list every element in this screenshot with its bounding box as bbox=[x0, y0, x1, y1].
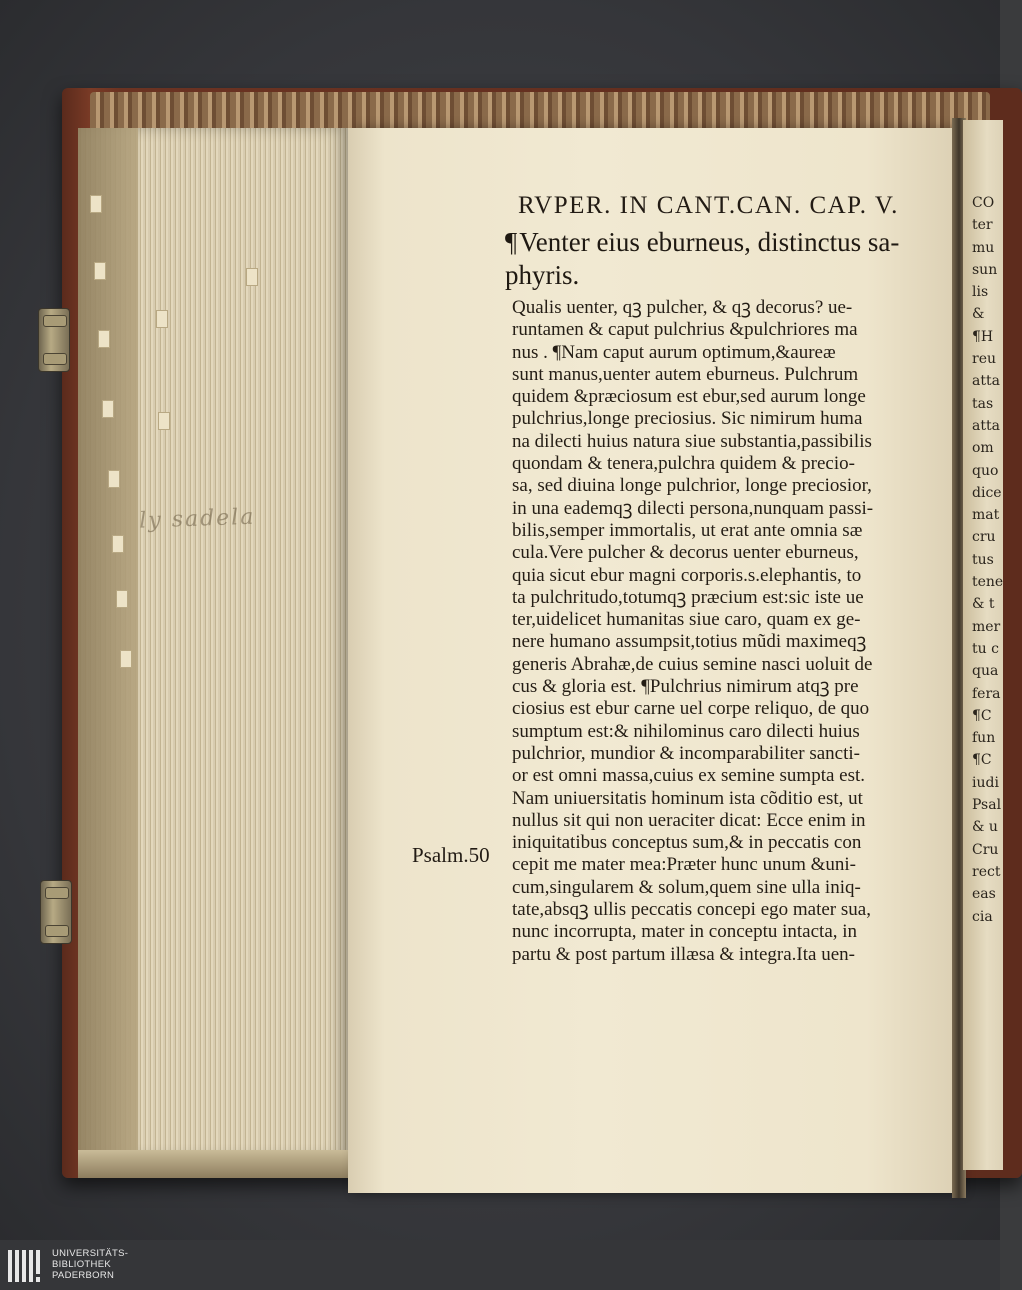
facing-page-line: fun bbox=[972, 730, 996, 747]
text-line: nus . ¶Nam caput aurum optimum,&aureæ bbox=[512, 341, 836, 363]
logo-line: PADERBORN bbox=[52, 1270, 115, 1281]
page-tab bbox=[112, 535, 124, 553]
facing-page-line: qua bbox=[972, 663, 999, 680]
facing-page-line: Cru bbox=[972, 841, 999, 858]
page-tab bbox=[94, 262, 106, 280]
facing-page-line: eas bbox=[972, 886, 996, 903]
page-tab bbox=[120, 650, 132, 668]
facing-page-line: Psal bbox=[972, 797, 1002, 814]
facing-page-line: fera bbox=[972, 685, 1001, 702]
text-line: cepit me mater mea:Præter hunc unum &uni- bbox=[512, 854, 857, 876]
text-line: ta pulchritudo,totumqꝫ præcium est:sic iste ue bbox=[512, 586, 864, 608]
text-line: nunc incorrupta, mater in conceptu intacta, in bbox=[512, 921, 858, 943]
facing-page-line: lis bbox=[972, 284, 989, 301]
facing-page-line: dice bbox=[972, 484, 1002, 501]
text-line: Nam uniuersitatis hominum ista cõditio est, ut bbox=[512, 787, 863, 809]
text-line: nullus sit qui non ueraciter dicat: Ecce enim in bbox=[512, 809, 866, 831]
text-line: pulchrius,longe preciosius. Sic nimirum huma bbox=[512, 408, 863, 430]
facing-page-line: ¶H bbox=[972, 328, 994, 345]
facing-page-line: tus bbox=[972, 551, 994, 568]
text-line: in una eademqꝫ dilecti persona,nunquam passi- bbox=[512, 497, 874, 519]
facing-page-line: rect bbox=[972, 863, 1001, 880]
page-tab bbox=[108, 470, 120, 488]
text-line: sa, sed diuina longe pulchrior, longe preciosior, bbox=[512, 475, 872, 497]
running-head: RVPER. IN CANT.CAN. CAP. V. bbox=[518, 192, 899, 219]
facing-page-line: cru bbox=[972, 529, 996, 546]
text-line: quidem &præciosum est ebur,sed aurum longe bbox=[512, 386, 866, 408]
facing-page-line: ¶C bbox=[972, 707, 992, 724]
logo-line: UNIVERSITÄTS- bbox=[52, 1248, 129, 1259]
text-line: pulchrior, mundior & incomparabiliter sancti- bbox=[512, 742, 861, 764]
library-logo-icon bbox=[8, 1248, 44, 1284]
text-line: generis Abrahæ,de cuius semine nasci uoluit de bbox=[512, 653, 873, 675]
facing-page-line: & bbox=[972, 306, 985, 323]
heading-line-1: Venter eius eburneus, distinctus sa- bbox=[519, 227, 900, 257]
page-block-bottom bbox=[78, 1150, 353, 1178]
page-tab bbox=[158, 412, 170, 430]
facing-page-line: reu bbox=[972, 351, 996, 368]
text-line: bilis,semper immortalis, ut erat ante omnia sæ bbox=[512, 519, 863, 541]
page-tab bbox=[90, 195, 102, 213]
text-line: sunt manus,uenter autem eburneus. Pulchrum bbox=[512, 363, 859, 385]
text-line: tate,absqꝫ ullis peccatis concepi ego mater sua, bbox=[512, 899, 871, 921]
body-text bbox=[512, 297, 952, 966]
section-heading bbox=[505, 226, 945, 292]
page-tab bbox=[246, 268, 258, 286]
facing-page-line: iudi bbox=[972, 774, 999, 791]
facing-page-line: quo bbox=[972, 462, 999, 479]
text-line: runtamen & caput pulchrius &pulchriores ma bbox=[512, 319, 858, 341]
text-line: Qualis uenter, qꝫ pulcher, & qꝫ decorus? ue- bbox=[512, 297, 853, 318]
clasp-bottom bbox=[40, 880, 72, 944]
text-line: quondam & tenera,pulchra quidem & precio- bbox=[512, 453, 855, 475]
footer-bar bbox=[0, 1240, 1000, 1290]
facing-page-line: atta bbox=[972, 417, 1000, 434]
facing-page-line: sun bbox=[972, 261, 998, 278]
text-line: quia sicut ebur magni corporis.s.elephantis, to bbox=[512, 564, 862, 586]
pilcrow-icon: ¶ bbox=[505, 227, 518, 257]
heading-line-2: phyris. bbox=[505, 260, 580, 290]
edge-inscription: ly sadela bbox=[138, 504, 256, 534]
facing-page-line: tene bbox=[972, 574, 1004, 591]
text-line: cula.Vere pulcher & decorus uenter eburneus, bbox=[512, 542, 859, 564]
page-tab bbox=[98, 330, 110, 348]
text-line: or est omni massa,cuius ex semine sumpta est. bbox=[512, 765, 866, 787]
facing-page bbox=[963, 120, 1003, 1170]
facing-page-line: cia bbox=[972, 908, 993, 925]
facing-page-line: mu bbox=[972, 239, 995, 256]
facing-page-line: ¶C bbox=[972, 752, 992, 769]
text-line: partu & post partum illæsa & integra.Ita uen- bbox=[512, 943, 855, 965]
facing-page-line: mer bbox=[972, 618, 1001, 635]
library-logo-text bbox=[52, 1248, 128, 1281]
facing-page-line: atta bbox=[972, 373, 1000, 390]
page-block-shadow bbox=[78, 128, 138, 1158]
text-line: ciosius est ebur carne uel corpe reliquo, de quo bbox=[512, 698, 870, 720]
facing-page-line: & u bbox=[972, 819, 998, 836]
page-tab bbox=[102, 400, 114, 418]
text-line: na dilecti huius natura siue substantia,passibilis bbox=[512, 430, 872, 452]
facing-page-line: CO bbox=[972, 195, 995, 211]
logo-line: BIBLIOTHEK bbox=[52, 1259, 111, 1270]
facing-page-line: tas bbox=[972, 395, 994, 412]
facing-page-line: & t bbox=[972, 596, 995, 613]
facing-page-line: mat bbox=[972, 507, 1000, 524]
book-headband bbox=[90, 92, 990, 128]
facing-page-line: ter bbox=[972, 217, 993, 234]
text-line: nere humano assumpsit,totius mũdi maximeqꝫ bbox=[512, 631, 867, 653]
facing-page-text bbox=[963, 120, 1003, 928]
facing-page-line: om bbox=[972, 440, 994, 457]
text-line: cus & gloria est. ¶Pulchrius nimirum atqꝫ pre bbox=[512, 676, 859, 698]
text-line: sumptum est:& nihilominus caro dilecti huius bbox=[512, 720, 860, 742]
page-tab bbox=[116, 590, 128, 608]
margin-note: Psalm.50 bbox=[412, 843, 490, 867]
page-tab bbox=[156, 310, 168, 328]
text-line: iniquitatibus conceptus sum,& in peccatis con bbox=[512, 832, 862, 854]
text-line: cum,singularem & solum,quem sine ulla iniq- bbox=[512, 876, 861, 898]
facing-page-line: tu c bbox=[972, 640, 999, 657]
text-line: ter,uidelicet humanitas siue caro, quam ex ge- bbox=[512, 609, 861, 631]
clasp-top bbox=[38, 308, 70, 372]
